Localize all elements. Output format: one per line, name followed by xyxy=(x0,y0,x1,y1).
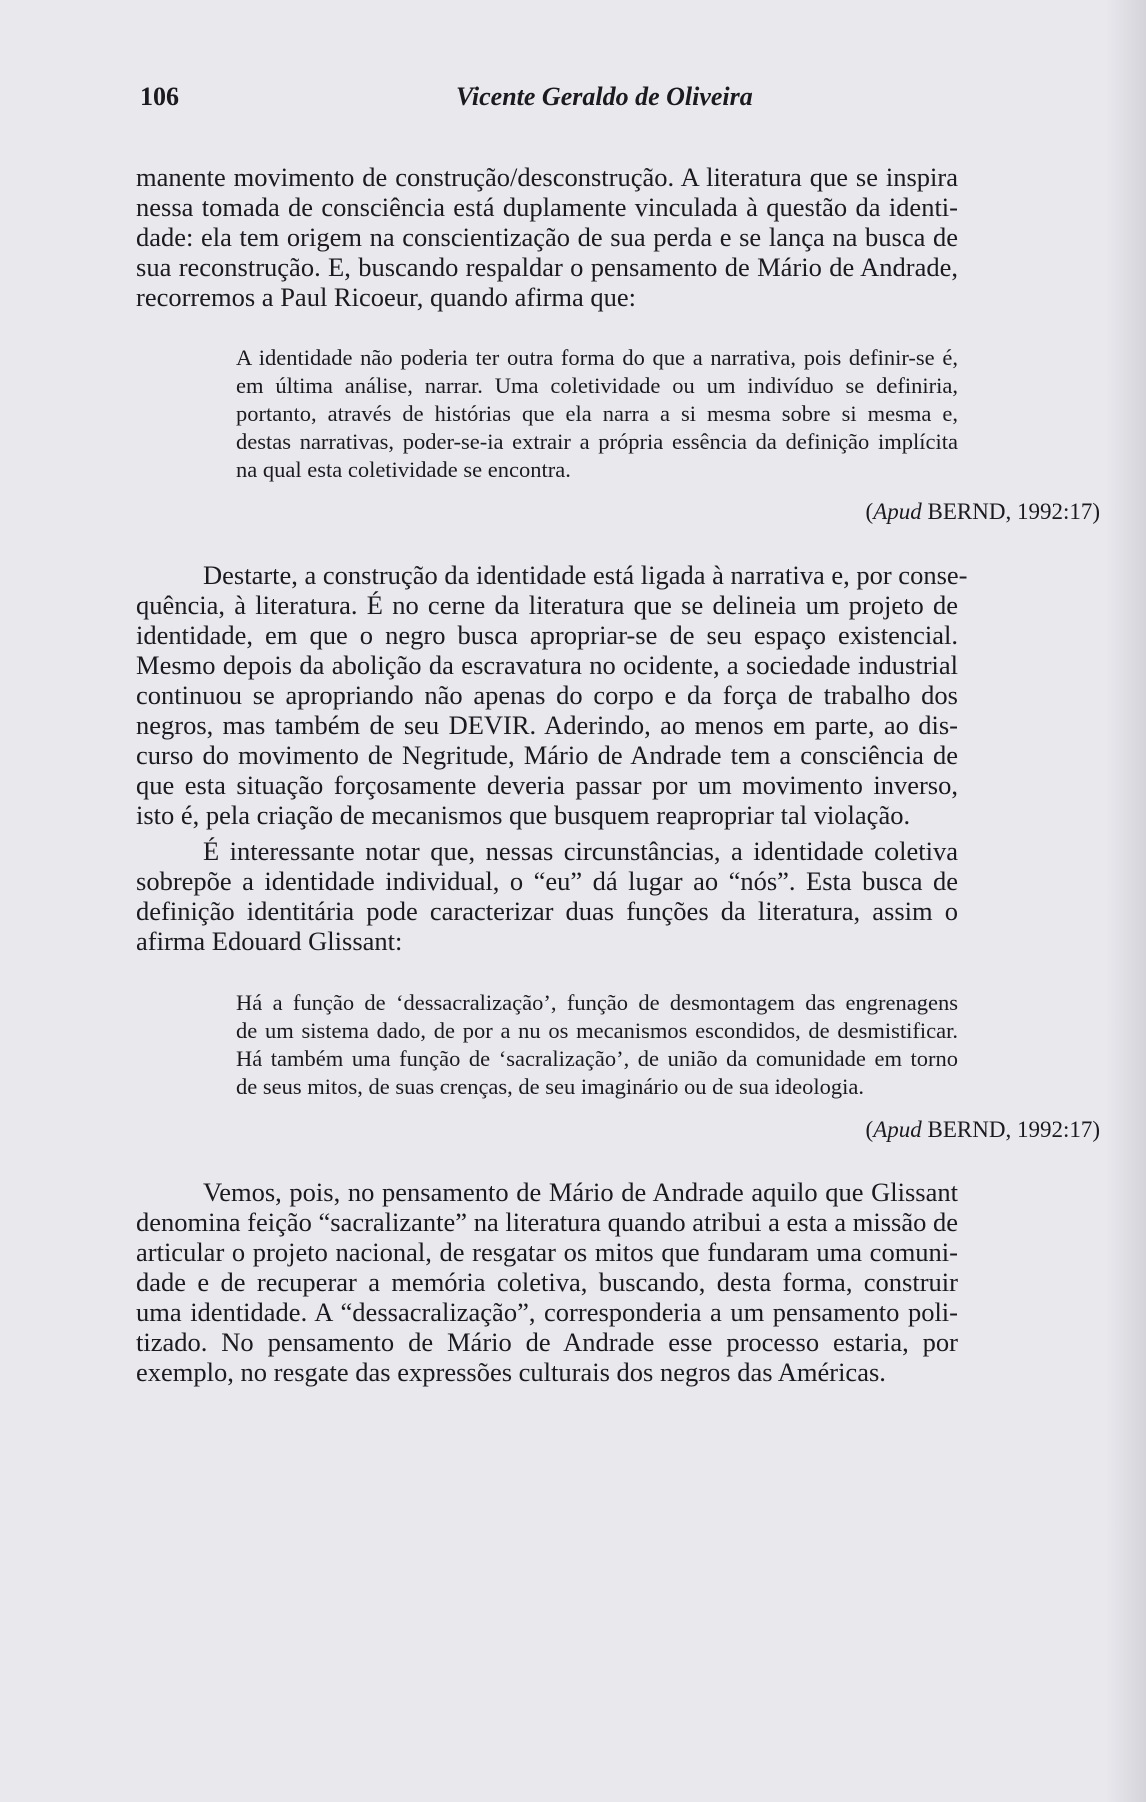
text-line: Mesmo depois da abolição da escravatura no ocidente, a sociedade industrial xyxy=(136,650,958,680)
text-line: exemplo, no resgate das expressões culturais dos negros das Américas. xyxy=(136,1357,886,1387)
text-line: É interessante notar que, nessas circunstâncias, a identidade coletiva xyxy=(203,836,958,866)
text-line: de um sistema dado, de por a nu os mecanismos escondidos, de desmistificar. xyxy=(236,1018,958,1043)
text-line: continuou se apropriando não apenas do corpo e da força de trabalho dos xyxy=(136,680,958,710)
text-line: negros, mas também de seu DEVIR. Aderindo, ao menos em parte, ao dis- xyxy=(136,710,958,740)
text-line: articular o projeto nacional, de resgatar os mitos que fundaram uma comuni- xyxy=(136,1237,958,1267)
text-line: identidade, em que o negro busca apropriar-se de seu espaço existencial. xyxy=(136,620,958,650)
text-line: recorremos a Paul Ricoeur, quando afirma que: xyxy=(136,282,637,312)
text-line: A identidade não poderia ter outra forma do que a narrativa, pois definir-se é, xyxy=(236,345,958,370)
block-quote-ricoeur xyxy=(236,344,958,484)
citation-1: (Apud BERND, 1992:17) xyxy=(865,499,1100,524)
text-line: na qual esta coletividade se encontra. xyxy=(236,457,571,482)
text-line: definição identitária pode caracterizar duas funções da literatura, assim o xyxy=(136,896,958,926)
text-line: dade e de recuperar a memória coletiva, buscando, desta forma, construir xyxy=(136,1267,958,1297)
text-line: portanto, através de histórias que ela narra a si mesma sobre si mesma e, xyxy=(236,401,958,426)
paragraph-1 xyxy=(136,162,958,312)
text-line: sobrepõe a identidade individual, o “eu” dá lugar ao “nós”. Esta busca de xyxy=(136,866,958,896)
text-line: Vemos, pois, no pensamento de Mário de Andrade aquilo que Glissant xyxy=(203,1177,958,1207)
text-line: denomina feição “sacralizante” na literatura quando atribui a esta a missão de xyxy=(136,1207,958,1237)
page-edge-shadow xyxy=(1106,0,1146,1802)
block-quote-glissant xyxy=(236,989,958,1101)
text-line: curso do movimento de Negritude, Mário de Andrade tem a consciência de xyxy=(136,740,958,770)
text-line: quência, à literatura. É no cerne da literatura que se delineia um projeto de xyxy=(136,590,958,620)
text-line: Há a função de ‘dessacralização’, função de desmontagem das engrenagens xyxy=(236,990,958,1015)
text-line: de seus mitos, de suas crenças, de seu imaginário ou de sua ideologia. xyxy=(236,1074,864,1099)
text-line: sua reconstrução. E, buscando respaldar o pensamento de Mário de Andrade, xyxy=(136,252,958,282)
paragraph-4 xyxy=(136,1177,958,1387)
text-line: que esta situação forçosamente deveria passar por um movimento inverso, xyxy=(136,770,958,800)
paragraph-3 xyxy=(136,836,958,956)
page-number: 106 xyxy=(140,82,179,111)
text-line: tizado. No pensamento de Mário de Andrade esse processo estaria, por xyxy=(136,1327,958,1357)
text-line: Destarte, a construção da identidade está ligada à narrativa e, por conse- xyxy=(203,560,968,590)
text-line: uma identidade. A “dessacralização”, corresponderia a um pensamento poli- xyxy=(136,1297,958,1327)
text-line: nessa tomada de consciência está duplamente vinculada à questão da identi- xyxy=(136,192,958,222)
running-header-author: Vicente Geraldo de Oliveira xyxy=(456,82,753,111)
text-line: Há também uma função de ‘sacralização’, de união da comunidade em torno xyxy=(236,1046,958,1071)
text-line: destas narrativas, poder-se-ia extrair a própria essência da definição implícita xyxy=(236,429,958,454)
text-line: manente movimento de construção/desconstrução. A literatura que se inspira xyxy=(136,162,958,192)
text-line: isto é, pela criação de mecanismos que busquem reapropriar tal violação. xyxy=(136,800,911,830)
text-line: afirma Edouard Glissant: xyxy=(136,926,403,956)
paragraph-2 xyxy=(136,560,968,830)
text-line: dade: ela tem origem na conscientização de sua perda e se lança na busca de xyxy=(136,222,958,252)
text-line: em última análise, narrar. Uma coletividade ou um indivíduo se definiria, xyxy=(236,373,958,398)
citation-2: (Apud BERND, 1992:17) xyxy=(865,1117,1100,1142)
